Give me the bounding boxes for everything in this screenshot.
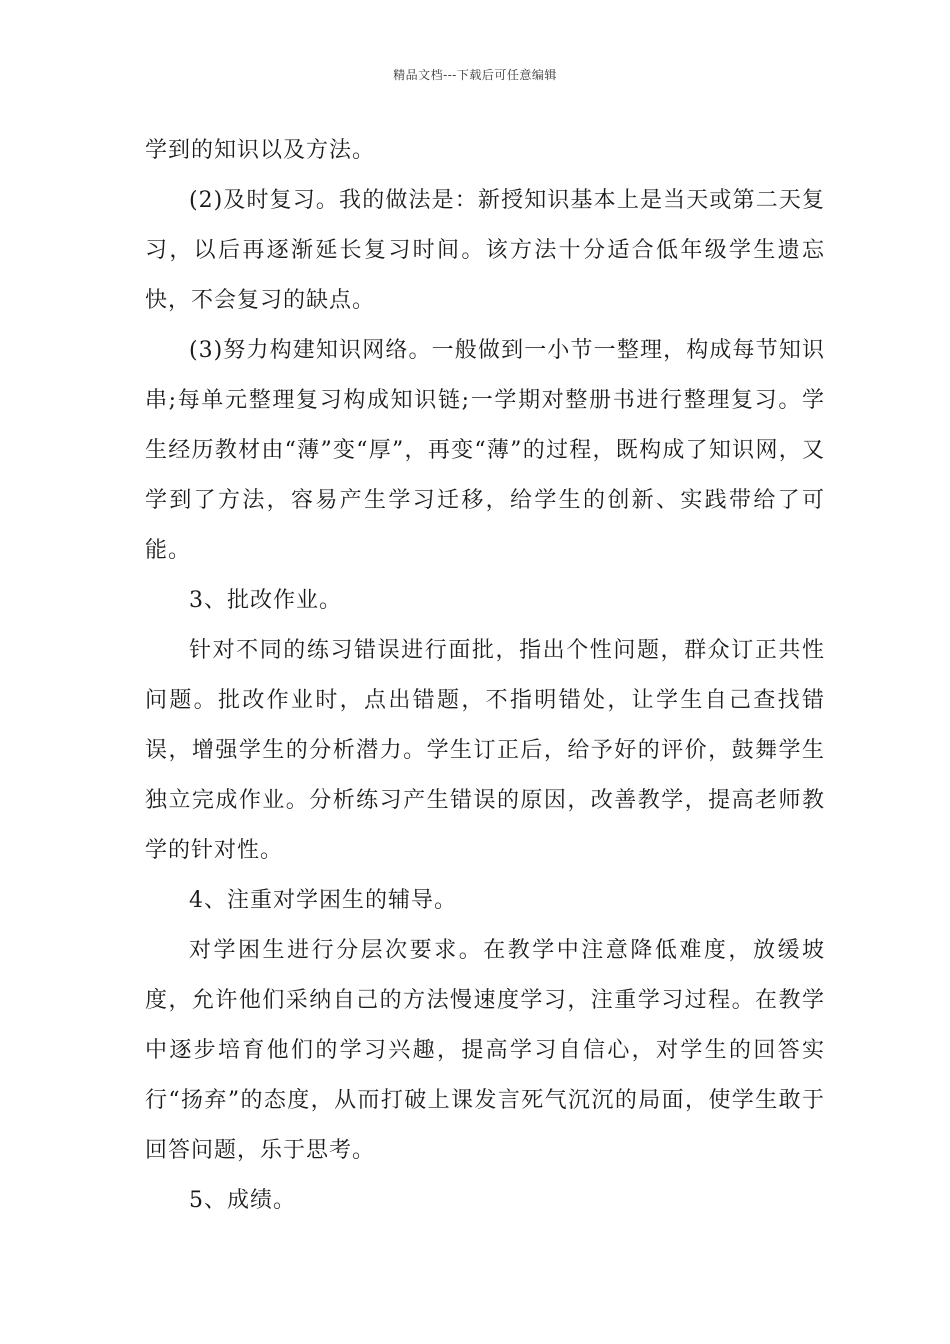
- section-heading: 5、成绩。: [189, 1188, 296, 1213]
- paragraph: 针对不同的练习错误进行面批，指出个性问题，群众订正共性问题。批改作业时，点出错题，不指明错处，让学生自己查找错误，增强学生的分析潜力。学生订正后，给予好的评价，鼓舞学生独立完成作业。分析练习产生错误的原因，改善教学，提高老师教学的针对性。: [145, 638, 825, 863]
- document-body: [145, 126, 825, 1226]
- page-header: 精品文档---下载后可任意编辑: [393, 68, 557, 82]
- paragraph: (3)努力构建知识网络。一般做到一小节一整理，构成每节知识串;每单元整理复习构成知识链;一学期对整册书进行整理复习。学生经历教材由“薄”变“厚”，再变“薄”的过程，既构成了知识网，又学到了方法，容易产生学习迁移，给学生的创新、实践带给了可能。: [145, 338, 825, 563]
- section-heading: 3、批改作业。: [189, 588, 342, 613]
- paragraph: 学到的知识以及方法。: [145, 138, 376, 163]
- section-heading: 4、注重对学困生的辅导。: [189, 888, 457, 913]
- paragraph: 对学困生进行分层次要求。在教学中注意降低难度，放缓坡度，允许他们采纳自己的方法慢速度学习，注重学习过程。在教学中逐步培育他们的学习兴趣，提高学习自信心，对学生的回答实行“扬弃”的态度，从而打破上课发言死气沉沉的局面，使学生敢于回答问题，乐于思考。: [145, 938, 825, 1163]
- paragraph: (2)及时复习。我的做法是：新授知识基本上是当天或第二天复习，以后再逐渐延长复习时间。该方法十分适合低年级学生遗忘快，不会复习的缺点。: [145, 188, 825, 313]
